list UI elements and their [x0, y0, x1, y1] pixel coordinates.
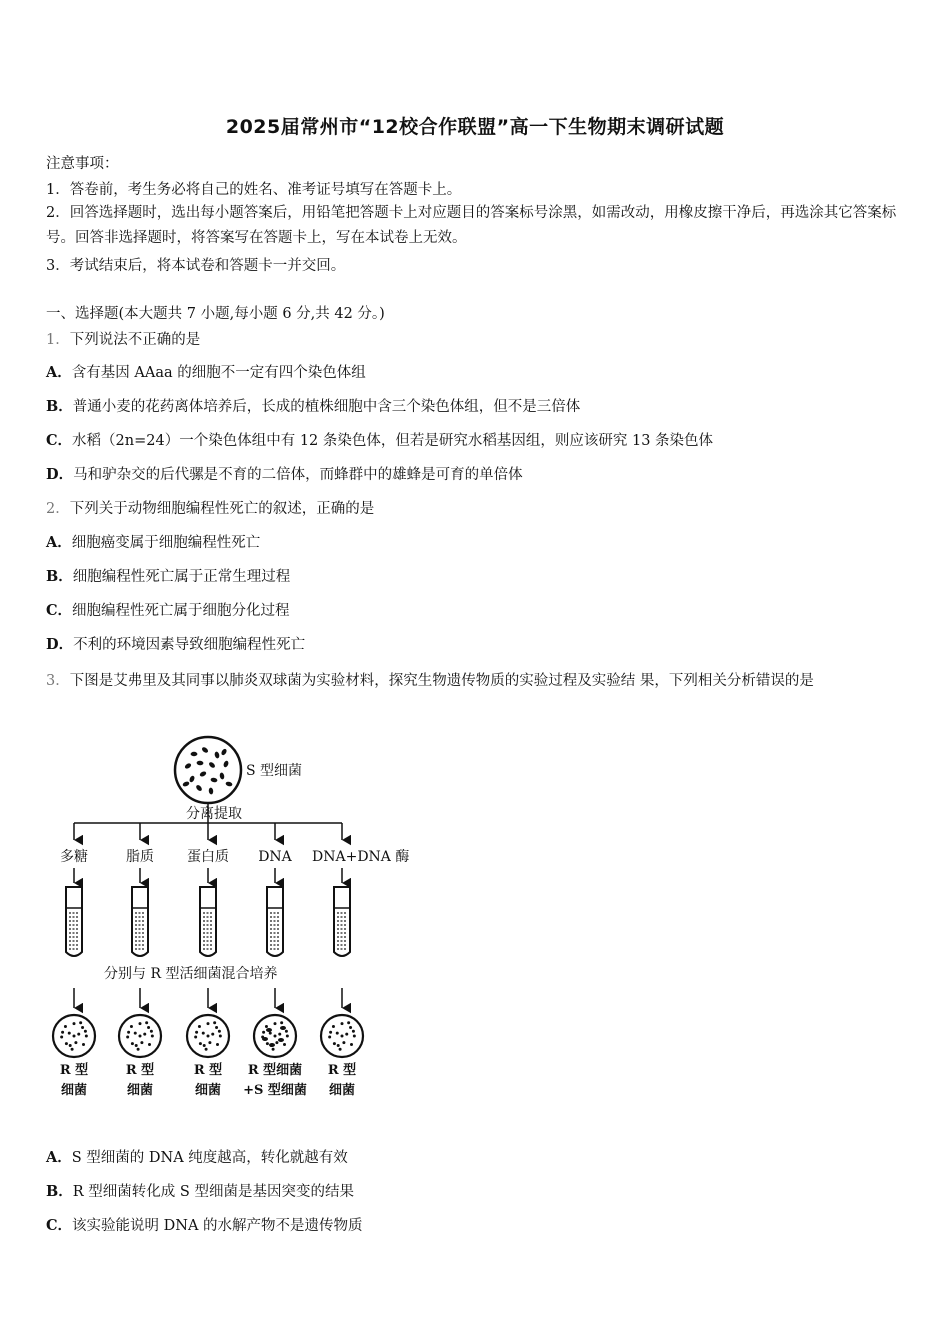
extract-label: 分离提取 [186, 806, 242, 822]
source-petri-dish [175, 737, 241, 803]
result-label-line-1: R 型 [327, 1063, 357, 1078]
option-letter: C． [46, 602, 73, 619]
option-text: 含有基因 AAaa 的细胞不一定有四个染色体组 [71, 365, 366, 381]
component-label: 多糖 [60, 849, 88, 865]
result-label-line-1: R 型细菌 [247, 1063, 303, 1078]
question-2-option-b [46, 565, 290, 586]
result-label-line-2: 细菌 [328, 1083, 356, 1098]
page-title: 2025届常州市“12校合作联盟”高一下生物期末调研试题 [225, 116, 725, 138]
question-3-option-c [46, 1214, 363, 1235]
bacterium [191, 752, 198, 756]
option-text: 马和驴杂交的后代骡是不育的二倍体，而蜂群中的雄蜂是可育的单倍体 [73, 467, 523, 483]
notice-item-1: 1．答卷前，考生务必将自己的姓名、准考证号填写在答题卡上。 [46, 182, 462, 198]
notice-item-2: 2．回答选择题时，选出每小题答案后，用铅笔把答题卡上对应题目的答案标号涂黑，如需改动，用橡皮擦干净后，再选涂其它答案标号。回答非选择题时，将答案写在答题卡上，写在本试卷上无效。 [46, 205, 897, 246]
result-petri-dish [321, 1015, 363, 1057]
question-3-option-a [46, 1146, 348, 1167]
question-1-stem [46, 328, 200, 349]
experiment-diagram [46, 730, 426, 1102]
result-label-line-2: 细菌 [126, 1083, 154, 1098]
option-letter: A． [46, 1149, 72, 1166]
component-label: 蛋白质 [187, 849, 229, 865]
test-tube [267, 887, 283, 956]
experiment-column [187, 823, 229, 1098]
result-label-line-1: R 型 [193, 1063, 223, 1078]
option-letter: D． [46, 636, 74, 653]
option-letter: A． [46, 364, 72, 381]
option-text: 细胞编程性死亡属于细胞分化过程 [72, 603, 290, 619]
question-number: 1． [46, 332, 70, 348]
question-3-stem [46, 662, 906, 700]
question-2-stem [46, 497, 374, 518]
question-stem-text: 下列说法不正确的是 [69, 332, 201, 348]
result-petri-dish [53, 1015, 95, 1057]
test-tube [334, 887, 350, 956]
question-1-option-c [46, 429, 713, 450]
result-label-line-1: R 型 [59, 1063, 89, 1078]
question-1-option-d [46, 463, 523, 484]
notice-item-3: 3．考试结束后，将本试卷和答题卡一并交回。 [46, 258, 346, 274]
option-text: S 型细菌的 DNA 纯度越高，转化就越有效 [71, 1150, 348, 1166]
component-label: 脂质 [126, 849, 154, 865]
option-text: 该实验能说明 DNA 的水解产物不是遗传物质 [72, 1218, 363, 1234]
result-label-line-2: 细菌 [60, 1083, 88, 1098]
experiment-column [119, 823, 161, 1098]
test-tube [66, 887, 82, 956]
question-number: 2． [46, 501, 70, 517]
option-letter: B． [46, 1183, 73, 1200]
section-heading: 一、选择题(本大题共 7 小题,每小题 6 分,共 42 分。) [46, 306, 385, 322]
notice-heading: 注意事项： [46, 156, 119, 172]
result-petri-dish [187, 1015, 229, 1057]
result-label-line-2: +S 型细菌 [243, 1083, 307, 1098]
option-letter: C． [46, 432, 73, 449]
option-text: R 型细菌转化成 S 型细菌是基因突变的结果 [72, 1184, 354, 1200]
result-label-line-1: R 型 [125, 1063, 155, 1078]
experiment-column [243, 823, 307, 1098]
test-tube [132, 887, 148, 956]
result-petri-dish [119, 1015, 161, 1057]
question-stem-text: 下图是艾弗里及其同事以肺炎双球菌为实验材料，探究生物遗传物质的实验过程及实验结 果，下列相关分析错误的是 [69, 673, 814, 689]
question-1-option-b [46, 395, 580, 416]
mix-label: 分别与 R 型活细菌混合培养 [104, 966, 278, 982]
question-2-option-c [46, 599, 290, 620]
experiment-columns [53, 823, 409, 1098]
source-label: S 型细菌 [246, 763, 303, 779]
component-label: DNA [258, 849, 292, 865]
result-petri-dish [254, 1015, 296, 1057]
option-letter: A． [46, 534, 72, 551]
result-label-line-2: 细菌 [194, 1083, 222, 1098]
question-3-option-b [46, 1180, 354, 1201]
experiment-column [312, 823, 409, 1098]
option-letter: D． [46, 466, 74, 483]
option-letter: B． [46, 398, 73, 415]
option-letter: B． [46, 568, 73, 585]
option-text: 不利的环境因素导致细胞编程性死亡 [73, 637, 306, 653]
question-2-option-d [46, 633, 305, 654]
option-text: 普通小麦的花药离体培养后，长成的植株细胞中含三个染色体组，但不是三倍体 [72, 399, 581, 415]
option-letter: C． [46, 1217, 73, 1234]
option-text: 细胞编程性死亡属于正常生理过程 [72, 569, 291, 585]
question-number: 3． [46, 673, 70, 689]
test-tube [200, 887, 216, 956]
option-text: 细胞癌变属于细胞编程性死亡 [71, 535, 261, 551]
option-text: 水稻（2n=24）一个染色体组中有 12 条染色体，但若是研究水稻基因组，则应该研究 13 条染色体 [72, 433, 714, 449]
experiment-column [53, 823, 95, 1098]
question-2-option-a [46, 531, 260, 552]
question-1-option-a [46, 361, 366, 382]
question-stem-text: 下列关于动物细胞编程性死亡的叙述，正确的是 [69, 501, 375, 517]
component-label: DNA+DNA 酶 [312, 849, 410, 865]
